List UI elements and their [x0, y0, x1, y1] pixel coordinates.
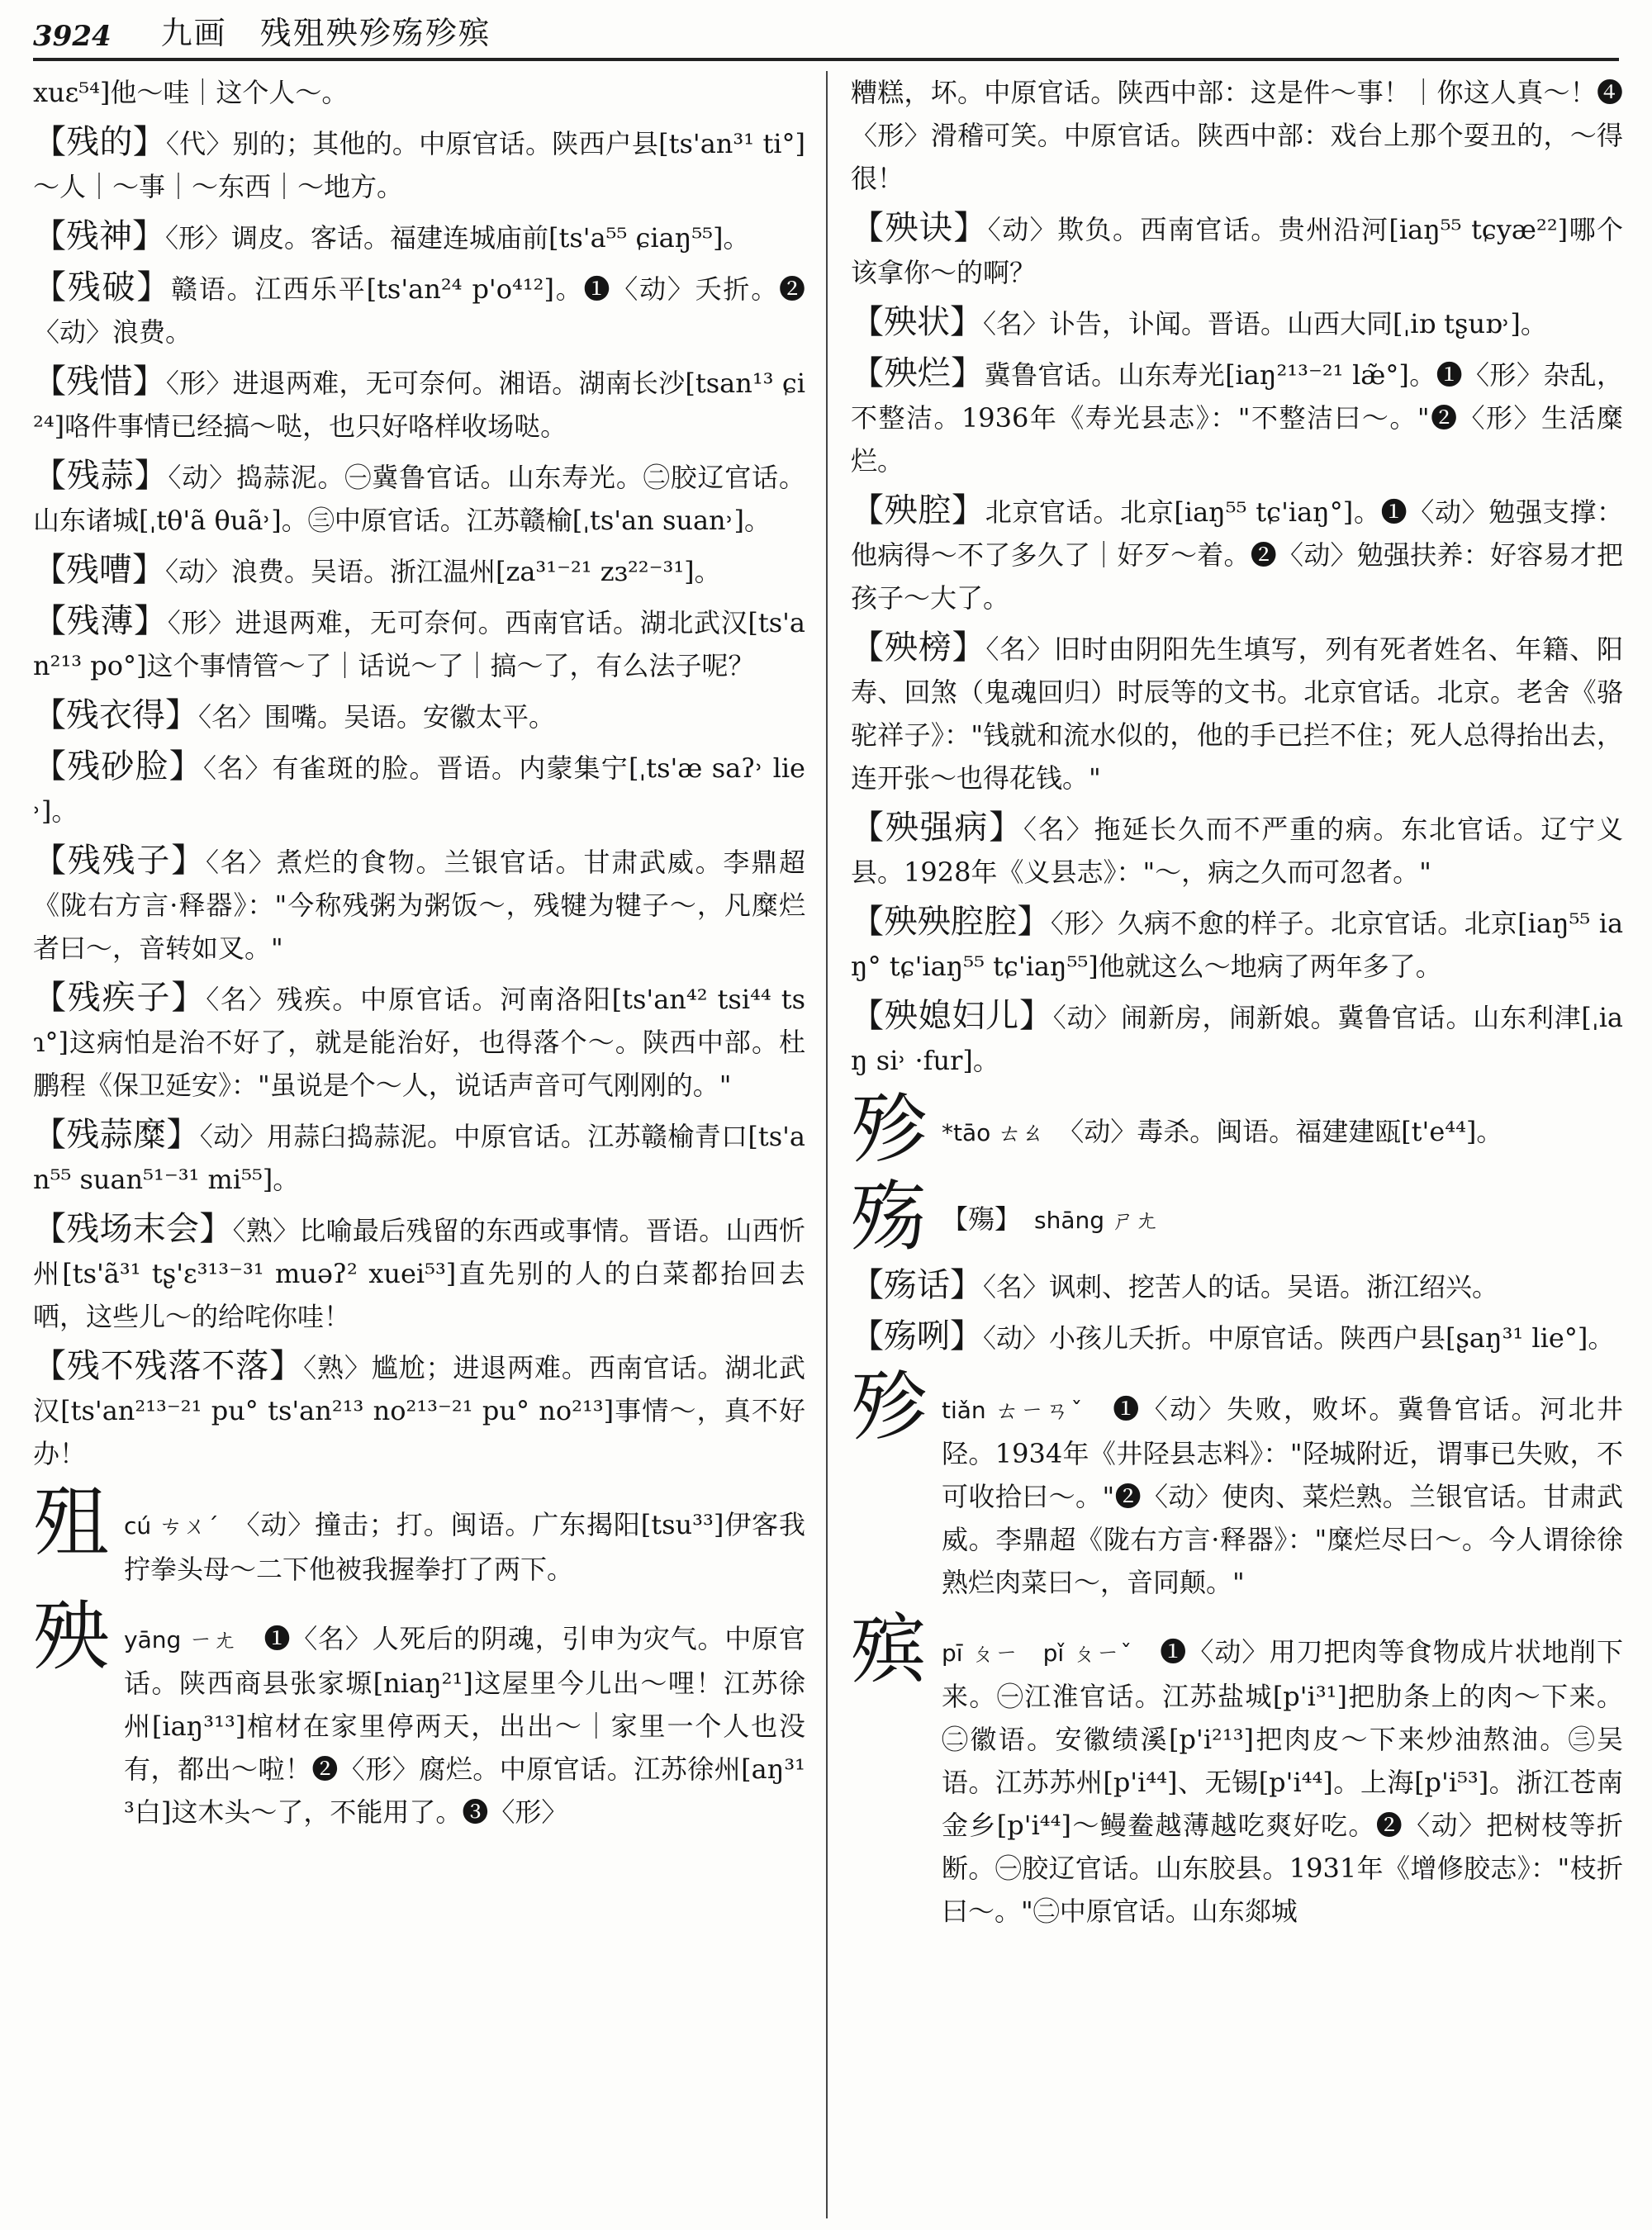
- character-entry: [851, 1606, 1623, 1933]
- headword: 【 殃榜 】: [851, 629, 985, 667]
- dictionary-entry: [33, 266, 805, 353]
- definition: 〈动〉小孩儿夭折。中原官话。陕西户县[ʂaŋ³¹ lie°]。: [983, 1322, 1615, 1354]
- pronunciation: pī ㄆㄧ pǐ ㄆㄧˇ: [942, 1639, 1133, 1667]
- definition: 〈动〉闹新房，闹新娘。冀鲁官话。山东利津[ˌiaŋ si˒ ·fur]。: [851, 1002, 1623, 1076]
- head-character: 殃: [33, 1592, 110, 1681]
- dictionary-entry: [33, 839, 805, 970]
- definition: 〈形〉进退两难，无可奈何。湘语。湖南长沙[tsan¹³ ɕi²⁴]咯件事情已经搞～哒，也只好咯样收场哒。: [33, 368, 805, 442]
- continuation-text: xuɛ⁵⁴]他～哇｜这个人～。: [33, 77, 349, 108]
- headword: 【 残的 】: [33, 123, 166, 161]
- definition: 冀鲁官话。山东寿光[iaŋ²¹³⁻²¹ læ̃°]。❶〈形〉杂乱，不整洁。1936年《寿光县志》："不整洁曰～。"❷〈形〉生活糜烂。: [851, 359, 1623, 477]
- dictionary-entry: [33, 745, 805, 833]
- right-column: [851, 71, 1623, 2218]
- definition: ❶〈动〉失败，败坏。冀鲁官话。河北井陉。1934年《井陉县志料》："陉城附近，谓事已失败，不可收拾曰～。"❷〈动〉使肉、菜烂熟。兰银官话。甘肃武威。李鼎超《陇右方言·释器》："糜烂尽曰～。今人谓徐徐熟烂肉菜曰～，音同颠。": [942, 1393, 1623, 1598]
- headword: 【 殃状 】: [851, 303, 983, 341]
- pronunciation: cú ㄘㄨˊ: [124, 1512, 220, 1540]
- variant-form: 【殤】: [942, 1203, 1009, 1235]
- headword: 【 残嘈 】: [33, 551, 165, 589]
- headword: 【 残破 】: [33, 268, 171, 306]
- dictionary-entry: [33, 1113, 805, 1201]
- headword: 【 残砂脸 】: [33, 747, 203, 785]
- headword: 【 残残子 】: [33, 842, 206, 880]
- definition: 〈形〉久病不愈的样子。北京官话。北京[iaŋ⁵⁵ iaŋ° tɕ'iaŋ⁵⁵ tɕ'iaŋ⁵⁵]他就这么～地病了两年多了。: [851, 908, 1623, 982]
- definition: 〈名〉煮烂的食物。兰银官话。甘肃武威。李鼎超《陇右方言·释器》："今称残粥为粥饭～，残犍为犍子～，凡糜烂者曰～，音转如叉。": [33, 847, 805, 964]
- character-definition: [124, 1596, 805, 1834]
- pronunciation: shāng ㄕㄤ: [1034, 1207, 1158, 1234]
- character-definition: [942, 1366, 1623, 1604]
- headword: 【 殃诀 】: [851, 209, 988, 247]
- character-definition: [124, 1482, 805, 1591]
- character-entry: [33, 1478, 805, 1591]
- dictionary-entry: [33, 1345, 805, 1475]
- definition: 〈动〉撞击；打。闽语。广东揭阳[tsu³³]伊客我拧拳头母～二下他被我握拳打了两下。: [124, 1509, 805, 1585]
- definition: 〈名〉讽刺、挖苦人的话。吴语。浙江绍兴。: [983, 1271, 1499, 1302]
- dictionary-entry: [851, 1315, 1623, 1359]
- column-divider: [826, 71, 828, 2218]
- headword: 【 殃腔 】: [851, 491, 985, 529]
- dictionary-entry: [33, 1208, 805, 1338]
- character-entry: [33, 1592, 805, 1834]
- definition: 〈动〉用蒜臼捣蒜泥。中原官话。江苏赣榆青口[ts'an⁵⁵ suan⁵¹⁻³¹ mi⁵⁵]。: [33, 1121, 805, 1195]
- head-character: 殡: [851, 1606, 928, 1694]
- page-header: [33, 10, 1619, 61]
- dictionary-entry: [33, 694, 805, 738]
- headword: 【 殇话 】: [851, 1266, 983, 1304]
- definition: 〈动〉毒杀。闽语。福建建瓯[t'e⁴⁴]。: [1070, 1116, 1503, 1147]
- head-character: 殂: [33, 1478, 110, 1567]
- definition: 〈熟〉比喻最后残留的东西或事情。晋语。山西忻州[ts'ã³¹ tʂ'ɛ³¹³⁻³¹ muəʔ² xuei⁵³]直先别的人的白菜都抬回去哂，这些儿～的给咤你哇！: [33, 1215, 805, 1332]
- definition: 〈名〉有雀斑的脸。晋语。内蒙集宁[ˌts'æ saʔ˒ lie˒]。: [33, 752, 805, 827]
- headword: 【 殃媳妇儿 】: [851, 997, 1053, 1035]
- dictionary-entry: [33, 976, 805, 1107]
- definition: 〈动〉捣蒜泥。㊀冀鲁官话。山东寿光。㊁胶辽官话。山东诸城[ˌtθ'ã θuã˒]。㊂中原官话。江苏赣榆[ˌts'an suan˒]。: [33, 462, 805, 536]
- definition: ❶〈名〉人死后的阴魂，引申为灾气。中原官话。陕西商县张家塬[niaŋ²¹]这屋里今儿出～哩！江苏徐州[iaŋ³¹³]棺材在家里停两天，出出～｜家里一个人也没有，都出～啦！❷〈形〉腐烂。中原官话。江苏徐州[aŋ³¹³白]这木头～了，不能用了。❸〈形〉: [124, 1623, 805, 1828]
- left-column: [33, 71, 805, 2218]
- dictionary-entry: [33, 600, 805, 687]
- character-entry: [851, 1363, 1623, 1604]
- dictionary-entry: [851, 626, 1623, 799]
- character-entry: [851, 1173, 1623, 1261]
- pronunciation: *tāo ㄊㄠ: [942, 1119, 1045, 1146]
- dictionary-entry: [851, 301, 1623, 345]
- definition: 〈形〉调皮。客话。福建连城庙前[ts'a⁵⁵ ɕiaŋ⁵⁵]。: [165, 222, 750, 254]
- dictionary-entry: [851, 1264, 1623, 1308]
- headword: 【 残蒜糜 】: [33, 1116, 200, 1154]
- dictionary-entry: [33, 215, 805, 259]
- definition: 〈名〉旧时由阴阳先生填写，列有死者姓名、年籍、阳寿、回煞（鬼魂回归）时辰等的文书。北京官话。北京。老舍《骆驼祥子》："钱就和流水似的，他的手已拦不住；死人总得抬出去，连开张～也得花钱。": [851, 633, 1623, 794]
- definition: 〈动〉浪费。吴语。浙江温州[za³¹⁻²¹ zɜ²²⁻³¹]。: [165, 556, 721, 587]
- headword: 【 殃殃腔腔 】: [851, 903, 1051, 941]
- running-title: 九画 残殂殃殄殇殄殡: [160, 15, 491, 51]
- definition: ❶〈动〉用刀把肉等食物成片状地削下来。㊀江淮官话。江苏盐城[p'i³¹]把肋条上的肉～下来。㊁徽语。安徽绩溪[p'i²¹³]把肉皮～下来炒油熬油。㊂吴语。江苏苏州[p'i⁴⁴]、无锡[p'i⁴⁴]。上海[p'i⁵³]。浙江苍南金乡[p'i⁴⁴]～鳗鲞越薄越吃爽好吃。❷〈动〉把树枝等折断。㊀胶辽官话。山东胶县。1931年《增修胶志》："枝折曰～。"㊁中原官话。山东郯城: [942, 1636, 1623, 1927]
- dictionary-entry: [33, 121, 805, 208]
- definition: 赣语。江西乐平[ts'an²⁴ p'o⁴¹²]。❶〈动〉夭折。❷〈动〉浪费。: [33, 273, 805, 348]
- dictionary-entry: [851, 900, 1623, 988]
- headword: 【 残惜 】: [33, 363, 166, 401]
- dictionary-entry: [851, 206, 1623, 294]
- headword: 【 残场末会 】: [33, 1210, 233, 1248]
- headword: 【 残不残落不落 】: [33, 1347, 303, 1385]
- head-character: 殇: [851, 1173, 928, 1261]
- character-definition: [942, 1176, 1158, 1242]
- character-entry: [851, 1085, 1623, 1174]
- dictionary-entry: [851, 806, 1623, 894]
- dictionary-entry: [851, 489, 1623, 619]
- headword: 【 殃烂 】: [851, 354, 985, 392]
- dictionary-entry: [33, 360, 805, 448]
- headword: 【 残疾子 】: [33, 979, 206, 1017]
- definition: 〈名〉残疾。中原官话。河南洛阳[ts'an⁴² tsi⁴⁴ tsɿ°]这病怕是治不好了，就是能治好，也得落个～。陕西中部。杜鹏程《保卫延安》："虽说是个～人，说话声音可气刚刚的。": [33, 984, 805, 1101]
- definition: 〈名〉围嘴。吴语。安徽太平。: [198, 701, 556, 733]
- headword: 【 殇咧 】: [851, 1317, 983, 1355]
- definition: 〈动〉欺负。西南官话。贵州沿河[iaŋ⁵⁵ tɕyæ²²]哪个该拿你～的啊？: [851, 214, 1623, 288]
- definition: 〈熟〉尴尬；进退两难。西南官话。湖北武汉[ts'an²¹³⁻²¹ pu° ts'an²¹³ no²¹³⁻²¹ pu° no²¹³]事情～，真不好办！: [33, 1352, 805, 1469]
- dictionary-entry: [851, 994, 1623, 1082]
- dictionary-entry: [851, 352, 1623, 482]
- character-definition: [942, 1089, 1502, 1155]
- head-character: 殄: [851, 1085, 928, 1174]
- pronunciation: tiǎn ㄊㄧㄢˇ: [942, 1397, 1085, 1424]
- continuation-text: 糟糕，坏。中原官话。陕西中部：这是件～事！｜你这人真～！❹〈形〉滑稽可笑。中原官话。陕西中部：戏台上那个耍丑的，～得很！: [851, 77, 1623, 194]
- definition: 〈名〉讣告，讣闻。晋语。山西大同[ˌiɒ tʂuɒ˒]。: [983, 308, 1547, 339]
- headword: 【 残神 】: [33, 217, 165, 255]
- definition: 北京官话。北京[iaŋ⁵⁵ tɕ'iaŋ°]。❶〈动〉勉强支撑：他病得～不了多久了｜好歹～着。❷〈动〉勉强扶养：好容易才把孩子～大了。: [851, 496, 1623, 614]
- dictionary-entry: [33, 548, 805, 593]
- definition: 〈代〉别的；其他的。中原官话。陕西户县[ts'an³¹ ti°]～人｜～事｜～东西｜～地方。: [33, 128, 805, 202]
- character-definition: [942, 1609, 1623, 1933]
- headword: 【 残薄 】: [33, 602, 168, 640]
- definition: 〈名〉拖延长久而不严重的病。东北官话。辽宁义县。1928年《义县志》："～，病之久而可忽者。": [851, 814, 1623, 888]
- dictionary-entry: [33, 454, 805, 542]
- headword: 【 残衣得 】: [33, 696, 198, 734]
- head-character: 殄: [851, 1363, 928, 1451]
- headword: 【 殃强病 】: [851, 809, 1023, 847]
- headword: 【 残蒜 】: [33, 457, 168, 495]
- definition: 〈形〉进退两难，无可奈何。西南官话。湖北武汉[ts'an²¹³ po°]这个事情管～了｜话说～了｜搞～了，有么法子呢？: [33, 607, 805, 681]
- pronunciation: yāng ㄧㄤ: [124, 1626, 237, 1654]
- page-number: 3924: [33, 20, 112, 53]
